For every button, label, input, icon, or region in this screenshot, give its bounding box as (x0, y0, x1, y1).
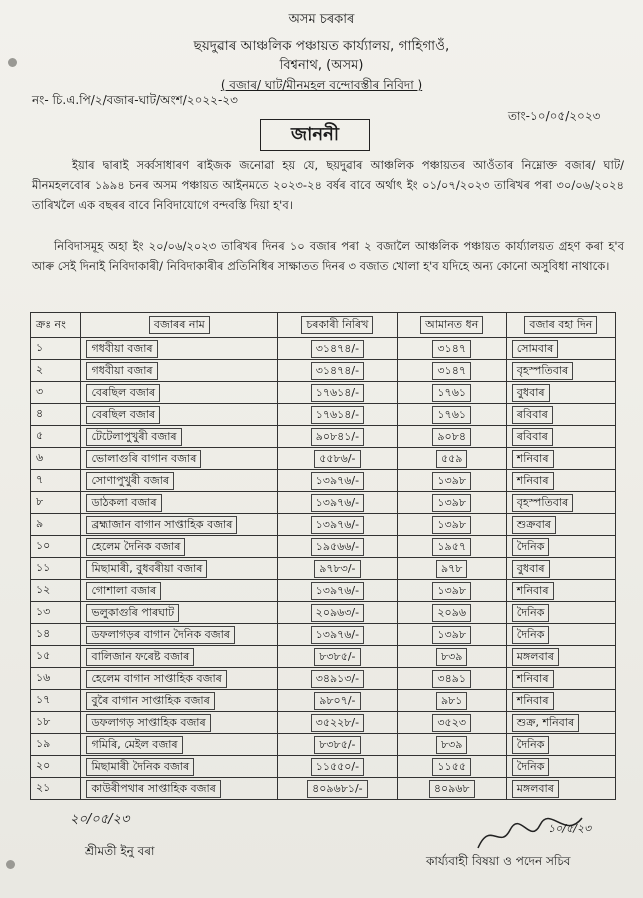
cell-market-name (81, 778, 278, 800)
left-signature-date: ২০/০৫/২৩ (70, 812, 130, 827)
cell-market-day-value: শনিবাৰ (512, 472, 554, 490)
header-govt-rate-label: চৰকাৰী নিৰিখ (301, 316, 373, 334)
cell-govt-rate-value: ৯৮০৭/- (314, 692, 360, 710)
cell-govt-rate (278, 690, 397, 712)
cell-govt-rate (278, 448, 397, 470)
table-row (31, 756, 616, 778)
cell-market-day-value: মঙ্গলবাৰ (512, 648, 559, 666)
cell-market-name-value: ভোলাগুৰি বাগান বজাৰ (86, 450, 201, 468)
header-market-name-label: বজাৰৰ নাম (149, 316, 210, 334)
cell-market-day (506, 536, 615, 558)
cell-market-day-value: দৈনিক (512, 736, 550, 754)
table-row (31, 624, 616, 646)
cell-market-day (506, 624, 615, 646)
cell-market-name (81, 492, 278, 514)
cell-market-name (81, 646, 278, 668)
header-market-name (81, 313, 278, 338)
table-header-row (31, 313, 616, 338)
cell-market-day (506, 756, 615, 778)
cell-deposit-value: ৩১৪৭ (432, 340, 471, 358)
cell-govt-rate-value: ১১৫৫০/- (311, 758, 364, 776)
cell-market-name (81, 360, 278, 382)
cell-deposit-value: ২০৯৬ (432, 604, 471, 622)
cell-market-day-value: বুধবাৰ (512, 384, 550, 402)
cell-serial: ৬ (31, 448, 81, 470)
cell-market-name (81, 624, 278, 646)
cell-market-name (81, 712, 278, 734)
cell-serial: ২১ (31, 778, 81, 800)
cell-deposit-value: ১৭৬১ (432, 406, 471, 424)
cell-serial: ৯ (31, 514, 81, 536)
cell-market-day (506, 602, 615, 624)
cell-market-name (81, 426, 278, 448)
cell-deposit (397, 734, 506, 756)
table-row (31, 558, 616, 580)
cell-govt-rate (278, 426, 397, 448)
cell-serial: ১১ (31, 558, 81, 580)
page-title: জাননী (260, 119, 370, 151)
table-row (31, 668, 616, 690)
cell-market-name (81, 756, 278, 778)
cell-govt-rate (278, 778, 397, 800)
cell-serial: ১৯ (31, 734, 81, 756)
header-office: ছয়দুৱাৰ আঞ্চলিক পঞ্চায়ত কাৰ্য্যালয়, গাহিগাওঁ, (193, 38, 450, 54)
cell-market-name-value: গধবীয়া বজাৰ (86, 362, 157, 380)
cell-market-name (81, 734, 278, 756)
header-serial: ক্ৰঃ নং (31, 313, 81, 338)
cell-market-name-value: সোণাপুখুৰী বজাৰ (86, 472, 174, 490)
cell-govt-rate (278, 536, 397, 558)
cell-market-name-value: বেৰছিল বজাৰ (86, 406, 160, 424)
cell-market-day (506, 734, 615, 756)
cell-govt-rate-value: ৯৭৮৩/- (314, 560, 360, 578)
cell-deposit (397, 360, 506, 382)
cell-market-name-value: টেটেলাপুখুৰী বজাৰ (86, 428, 181, 446)
right-signature-date: ১০/৫/২৩ (548, 822, 592, 835)
left-signatory-name: শ্ৰীমতী ইনু বৰা (85, 844, 155, 858)
cell-govt-rate-value: ৩৫২২৮/- (311, 714, 364, 732)
cell-deposit (397, 580, 506, 602)
right-signatory-title: কাৰ্য্যবাহী বিষয়া ও পদেন সচিব (426, 854, 571, 868)
cell-market-day-value: শুক্ৰবাৰ (512, 516, 556, 534)
cell-market-day-value: দৈনিক (512, 604, 550, 622)
cell-govt-rate (278, 360, 397, 382)
cell-market-name (81, 558, 278, 580)
cell-deposit (397, 602, 506, 624)
table-row (31, 690, 616, 712)
table-row (31, 602, 616, 624)
cell-deposit-value: ১৩৯৮ (432, 494, 471, 512)
cell-govt-rate (278, 558, 397, 580)
cell-govt-rate (278, 668, 397, 690)
cell-serial: ৭ (31, 470, 81, 492)
table-row (31, 712, 616, 734)
cell-market-day (506, 580, 615, 602)
cell-market-name-value: বালিজান ফৰেষ্ট বজাৰ (86, 648, 194, 666)
cell-market-day-value: বুধবাৰ (512, 560, 550, 578)
cell-market-name (81, 602, 278, 624)
cell-deposit (397, 558, 506, 580)
cell-govt-rate-value: ১৯৫৬৬/- (311, 538, 364, 556)
cell-govt-rate-value: ১৩৯৭৬/- (311, 494, 364, 512)
cell-serial: ১৫ (31, 646, 81, 668)
cell-market-name-value: বুৰৈ বাগান সাপ্তাহিক বজাৰ (86, 692, 214, 710)
table-row (31, 470, 616, 492)
cell-market-day-value: সোমবাৰ (512, 340, 559, 358)
table-row (31, 536, 616, 558)
cell-deposit-value: ১৩৯৮ (432, 472, 471, 490)
cell-govt-rate (278, 624, 397, 646)
cell-market-day-value: শনিবাৰ (512, 670, 554, 688)
table-row (31, 426, 616, 448)
table-row (31, 580, 616, 602)
cell-serial: ১৮ (31, 712, 81, 734)
cell-serial: ১৬ (31, 668, 81, 690)
cell-market-name-value: মিছামাৰী দৈনিক বজাৰ (86, 758, 194, 776)
cell-market-day (506, 492, 615, 514)
cell-deposit (397, 756, 506, 778)
cell-market-day-value: দৈনিক (512, 626, 550, 644)
punch-hole (6, 860, 15, 869)
cell-market-name-value: ডফলাগড়ৰ বাগান দৈনিক বজাৰ (86, 626, 235, 644)
table-body (31, 338, 616, 800)
cell-market-day-value: শনিবাৰ (512, 582, 554, 600)
cell-deposit (397, 646, 506, 668)
cell-govt-rate (278, 756, 397, 778)
cell-deposit (397, 668, 506, 690)
cell-market-name-value: ডফলাগড় সাপ্তাহিক বজাৰ (86, 714, 210, 732)
cell-serial: ১ (31, 338, 81, 360)
cell-market-name (81, 338, 278, 360)
cell-market-name-value: কাউৰীপথাৰ সাপ্তাহিক বজাৰ (86, 780, 220, 798)
table-row (31, 404, 616, 426)
header-district: বিশ্বনাথ, (অসম) (279, 58, 364, 73)
cell-govt-rate (278, 712, 397, 734)
notice-date: তাং-১০/০৫/২০২৩ (508, 109, 601, 123)
cell-market-day-value: মঙ্গলবাৰ (512, 780, 559, 798)
cell-deposit (397, 448, 506, 470)
cell-market-day (506, 470, 615, 492)
cell-govt-rate (278, 470, 397, 492)
table-row (31, 338, 616, 360)
cell-market-name (81, 514, 278, 536)
cell-market-day (506, 338, 615, 360)
table-row (31, 778, 616, 800)
cell-serial: ৪ (31, 404, 81, 426)
cell-deposit-value: ১৯৫৭ (432, 538, 471, 556)
cell-deposit (397, 426, 506, 448)
cell-market-day (506, 668, 615, 690)
cell-govt-rate-value: ৪০৯৬৮১/- (307, 780, 368, 798)
cell-serial: ১০ (31, 536, 81, 558)
cell-deposit (397, 690, 506, 712)
cell-market-name (81, 690, 278, 712)
cell-deposit (397, 404, 506, 426)
cell-market-name (81, 448, 278, 470)
cell-market-name-value: গোশালা বজাৰ (86, 582, 161, 600)
cell-market-day-value: ৰবিবাৰ (512, 406, 553, 424)
cell-market-name (81, 470, 278, 492)
cell-govt-rate-value: ১৩৯৭৬/- (311, 472, 364, 490)
cell-market-name-value: ডাঠকলা বজাৰ (86, 494, 161, 512)
cell-govt-rate (278, 514, 397, 536)
cell-deposit (397, 514, 506, 536)
cell-deposit-value: ৪০৯৬৮ (429, 780, 475, 798)
cell-market-day-value: শনিবাৰ (512, 692, 554, 710)
cell-govt-rate (278, 492, 397, 514)
cell-govt-rate-value: ১৭৬১৪/- (311, 406, 364, 424)
cell-deposit (397, 778, 506, 800)
cell-serial: ২০ (31, 756, 81, 778)
cell-deposit-value: ৯৮১ (436, 692, 467, 710)
table-row (31, 360, 616, 382)
cell-market-name-value: গধবীয়া বজাৰ (86, 340, 157, 358)
cell-govt-rate-value: ২০৯৬৩/- (311, 604, 364, 622)
header-deposit (397, 313, 506, 338)
cell-deposit-value: ৩১৪৭ (432, 362, 471, 380)
cell-deposit-value: ৯৭৮ (436, 560, 467, 578)
cell-deposit (397, 712, 506, 734)
cell-market-name-value: গমিৰি, মেইল বজাৰ (86, 736, 182, 754)
cell-deposit (397, 536, 506, 558)
header-deposit-label: আমানত ধন (420, 316, 483, 334)
cell-serial: ২ (31, 360, 81, 382)
table-row (31, 646, 616, 668)
cell-serial: ৮ (31, 492, 81, 514)
cell-govt-rate (278, 580, 397, 602)
cell-market-name-value: ভলুকাগুৰি পাৰঘাট (86, 604, 179, 622)
cell-market-name (81, 668, 278, 690)
cell-market-day (506, 426, 615, 448)
cell-market-day (506, 448, 615, 470)
cell-market-day-value: দৈনিক (512, 758, 550, 776)
cell-govt-rate-value: ৮৩৮৫/- (314, 648, 360, 666)
cell-serial: ১৩ (31, 602, 81, 624)
cell-deposit (397, 338, 506, 360)
cell-deposit-value: ১১৫৫ (432, 758, 471, 776)
cell-govt-rate (278, 646, 397, 668)
cell-deposit-value: ১৩৯৮ (432, 582, 471, 600)
cell-govt-rate-value: ৩১৪৭৪/- (311, 362, 364, 380)
cell-govt-rate-value: ৩৪৯১৩/- (311, 670, 364, 688)
cell-govt-rate-value: ৫৫৮৬/- (314, 450, 360, 468)
cell-market-day (506, 514, 615, 536)
cell-market-name (81, 536, 278, 558)
cell-deposit-value: ১৩৯৮ (432, 626, 471, 644)
cell-govt-rate-value: ১৩৯৭৬/- (311, 516, 364, 534)
cell-market-name-value: ব্ৰহ্মাজান বাগান সাপ্তাহিক বজাৰ (86, 516, 237, 534)
notice-paragraph-1: ইয়াৰ দ্বাৰাই সৰ্ব্বসাধাৰণ ৰাইজক জনোৱা হয় যে, ছয়দুৱাৰ আঞ্চলিক পঞ্চায়তৰ আওঁতাৰ নিম্নোক্ত বজাৰ/ ঘাট/ মীনমহলবোৰ ১৯৯৪ চনৰ অসম পঞ্চায়ত আইনমতে ২০২৩-২৪ বৰ্ষৰ বাবে অৰ্থাৎ ইং ০১/০৭/২০২৩ তাৰিখৰ পৰা ৩০/০৬/২০২৪ তাৰিখলৈ এক বছৰৰ বাবে নিবিদাযোগে বন্দবস্তি দিয়া হ'ব। (32, 158, 624, 212)
cell-deposit-value: ৩৪৯১ (432, 670, 471, 688)
cell-market-day-value: বৃহস্পতিবাৰ (512, 494, 573, 512)
cell-market-name-value: হেলেম বাগান সাপ্তাহিক বজাৰ (86, 670, 226, 688)
cell-market-day-value: শুক্ৰ, শনিবাৰ (512, 714, 579, 732)
cell-govt-rate (278, 338, 397, 360)
header-subject: ( বজাৰ/ ঘাট/মীনমহল বন্দোবস্তীৰ নিবিদা ) (220, 78, 423, 92)
header-government: অসম চৰকাৰ (288, 12, 355, 27)
table-row (31, 448, 616, 470)
cell-deposit-value: ১৩৯৮ (432, 516, 471, 534)
cell-deposit (397, 470, 506, 492)
cell-deposit (397, 492, 506, 514)
reference-number: নং- চি.এ.পি/২/বজাৰ-ঘাট/অংশ/২০২২-২৩ (32, 93, 238, 107)
cell-market-day (506, 360, 615, 382)
cell-govt-rate (278, 602, 397, 624)
cell-market-day-value: দৈনিক (512, 538, 550, 556)
cell-market-day (506, 690, 615, 712)
cell-govt-rate (278, 404, 397, 426)
cell-deposit-value: ১৭৬১ (432, 384, 471, 402)
header-market-day (506, 313, 615, 338)
cell-market-name (81, 404, 278, 426)
cell-market-day (506, 646, 615, 668)
cell-market-day (506, 382, 615, 404)
cell-govt-rate (278, 734, 397, 756)
cell-deposit (397, 624, 506, 646)
cell-deposit-value: ৩৫২৩ (432, 714, 471, 732)
cell-govt-rate-value: ১৩৯৭৬/- (311, 626, 364, 644)
cell-govt-rate-value: ৩১৪৭৪/- (311, 340, 364, 358)
table-row (31, 492, 616, 514)
cell-market-day (506, 712, 615, 734)
cell-market-name (81, 580, 278, 602)
cell-deposit-value: ৯০৮৪ (432, 428, 471, 446)
cell-govt-rate-value: ৮৩৮৫/- (314, 736, 360, 754)
table-row (31, 514, 616, 536)
cell-deposit-value: ৮৩৯ (436, 648, 467, 666)
cell-market-name-value: বেৰছিল বজাৰ (86, 384, 160, 402)
cell-govt-rate (278, 382, 397, 404)
cell-market-name (81, 382, 278, 404)
cell-govt-rate-value: ১৩৯৭৬/- (311, 582, 364, 600)
cell-market-day (506, 404, 615, 426)
header-govt-rate (278, 313, 397, 338)
cell-market-day-value: শনিবাৰ (512, 450, 554, 468)
table-row (31, 734, 616, 756)
header-market-day-label: বজাৰ বহা দিন (524, 316, 597, 334)
cell-deposit (397, 382, 506, 404)
cell-deposit-value: ৮৩৯ (436, 736, 467, 754)
cell-market-name-value: হেলেম দৈনিক বজাৰ (86, 538, 185, 556)
cell-serial: ৩ (31, 382, 81, 404)
cell-market-name-value: মিছামাৰী, বুধবৰীয়া বজাৰ (86, 560, 207, 578)
market-table (30, 312, 616, 800)
cell-deposit-value: ৫৫৯ (436, 450, 467, 468)
cell-serial: ১২ (31, 580, 81, 602)
cell-serial: ৫ (31, 426, 81, 448)
table-row (31, 382, 616, 404)
notice-paragraph-2: নিবিদাসমূহ অহা ইং ২০/০৬/২০২৩ তাৰিখৰ দিনৰ ১০ বজাৰ পৰা ২ বজালৈ আঞ্চলিক পঞ্চায়ত কাৰ্য্যালয়ত গ্ৰহণ কৰা হ'ব আৰু সেই দিনাই নিবিদাকাৰী/ নিবিদাকাৰীৰ প্ৰতিনিধিৰ সাক্ষাতত দিনৰ ৩ বজাত খোলা হ'ব যদিহে অন্য কোনো অসুবিধা নাথাকে। (32, 239, 624, 273)
cell-govt-rate-value: ১৭৬১৪/- (311, 384, 364, 402)
cell-govt-rate-value: ৯০৮৪১/- (311, 428, 364, 446)
cell-market-day (506, 558, 615, 580)
cell-market-day (506, 778, 615, 800)
cell-market-day-value: বৃহস্পতিবাৰ (512, 362, 573, 380)
cell-serial: ১৭ (31, 690, 81, 712)
cell-serial: ১৪ (31, 624, 81, 646)
cell-market-day-value: ৰবিবাৰ (512, 428, 553, 446)
